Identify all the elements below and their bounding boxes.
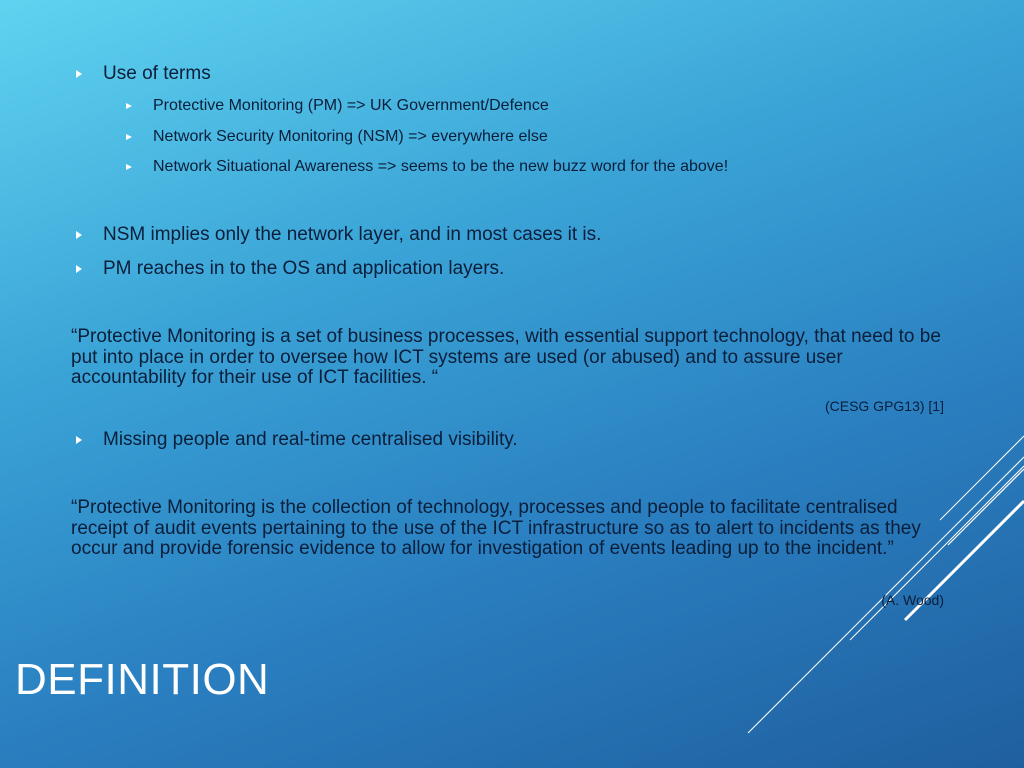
bullet-arrow-icon <box>126 134 132 140</box>
bullet-arrow-icon <box>76 265 82 273</box>
bullet-arrow-icon <box>126 103 132 109</box>
bullet-missing-people <box>76 429 518 451</box>
bullet-text: PM reaches in to the OS and application layers. <box>103 258 505 279</box>
bullet-arrow-icon <box>76 70 82 78</box>
bullet-text: NSM implies only the network layer, and in most cases it is. <box>103 224 602 245</box>
bullet-nsm-implies <box>76 224 601 246</box>
bullet-text: Use of terms <box>103 63 211 84</box>
slide-title: DEFINITION <box>15 655 270 704</box>
cesg-quote: “Protective Monitoring is a set of business processes, with essential support technology, that need to be put into place in order to oversee how ICT systems are used (or abused) and to assure user accountability for their use of ICT facilities. “ <box>71 326 941 388</box>
bullet-text: Network Security Monitoring (NSM) => everywhere else <box>153 128 548 145</box>
wood-quote: “Protective Monitoring is the collection of technology, processes and people to facilitate centralised receipt of audit events pertaining to the use of the ICT infrastructure so as to alert to incidents as they occur and provide forensic evidence to allow for investigation of events leading up to the incident.” <box>71 497 921 559</box>
bullet-arrow-icon <box>126 164 132 170</box>
bullet-text: Network Situational Awareness => seems to be the new buzz word for the above! <box>153 158 729 175</box>
bullet-arrow-icon <box>76 436 82 444</box>
bullet-nsa-term <box>126 158 728 176</box>
bullet-text: Missing people and real-time centralised visibility. <box>103 429 518 450</box>
bullet-pm-term <box>126 97 549 115</box>
bullet-pm-reaches <box>76 258 504 280</box>
wood-citation: (A. Wood) <box>881 592 944 608</box>
cesg-citation: (CESG GPG13) [1] <box>824 398 944 414</box>
bullet-text: Protective Monitoring (PM) => UK Government/Defence <box>153 97 549 114</box>
bullet-arrow-icon <box>76 231 82 239</box>
bullet-nsm-term <box>126 128 548 146</box>
bullet-use-of-terms <box>76 63 211 85</box>
